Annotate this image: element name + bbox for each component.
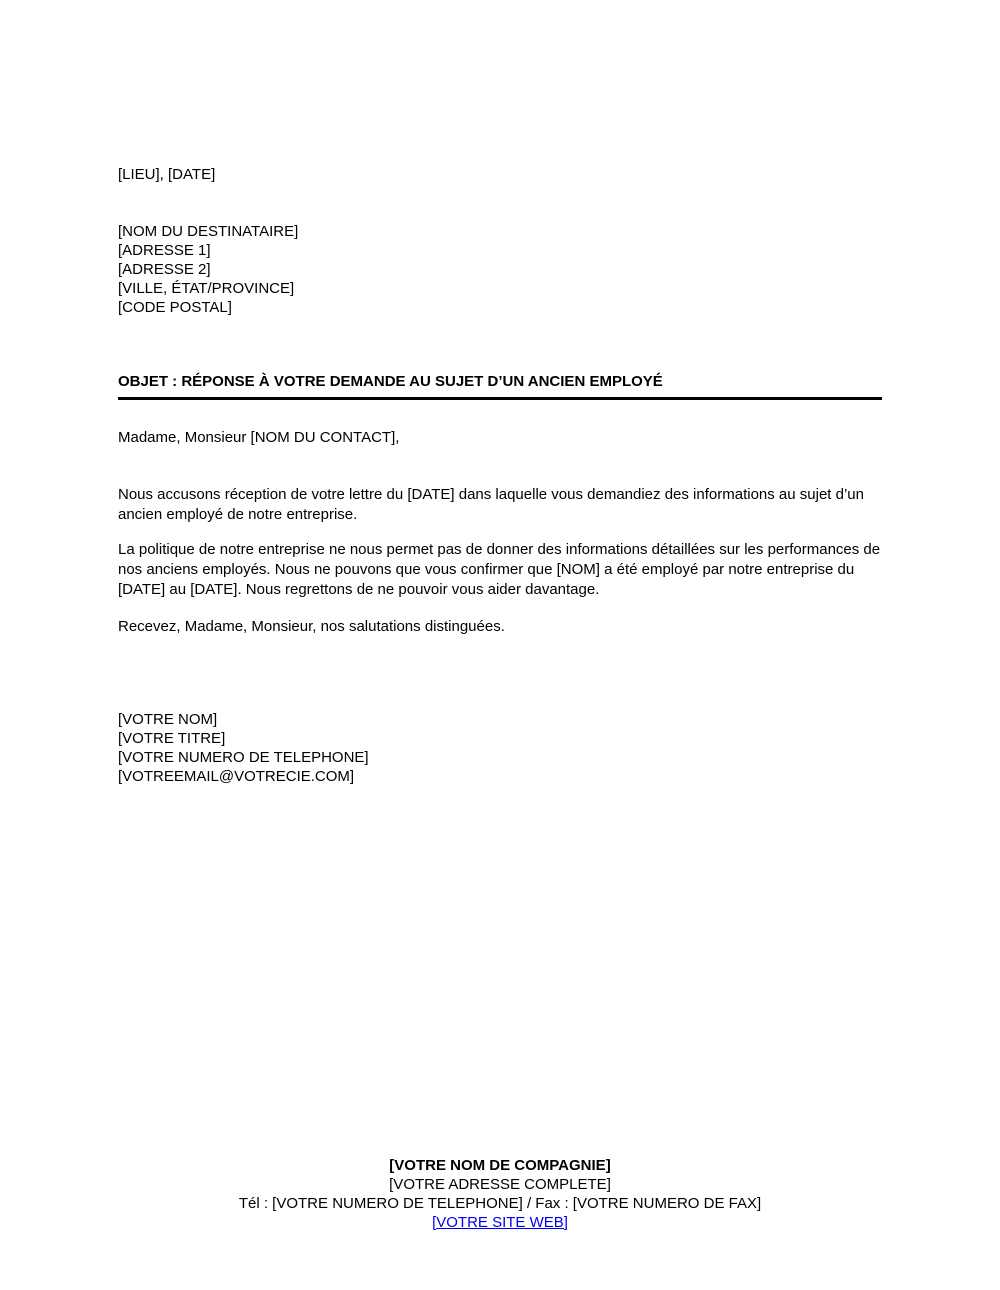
location-date-line: [LIEU], [DATE] xyxy=(118,166,216,183)
recipient-address-2: [ADRESSE 2] xyxy=(118,261,211,278)
signature-phone: [VOTRE NUMERO DE TELEPHONE] xyxy=(118,749,369,766)
footer-tel-fax-line: Tél : [VOTRE NUMERO DE TELEPHONE] / Fax : [VOTRE NUMERO DE FAX] xyxy=(238,1195,762,1212)
body-paragraph-1: Nous accusons réception de votre lettre du [DATE] dans laquelle vous demandiez des informations au sujet d’un ancien employé de notre entreprise. xyxy=(118,486,864,523)
footer-block xyxy=(0,1156,1000,1232)
subject-line: OBJET : RÉPONSE À VOTRE DEMANDE AU SUJET D’UN ANCIEN EMPLOYÉ xyxy=(118,373,663,390)
recipient-city-state-province: [VILLE, ÉTAT/PROVINCE] xyxy=(118,280,295,297)
salutation-line: Madame, Monsieur [NOM DU CONTACT], xyxy=(118,429,400,446)
footer-company-address: [VOTRE ADRESSE COMPLETE] xyxy=(389,1176,611,1193)
recipient-name: [NOM DU DESTINATAIRE] xyxy=(118,223,299,240)
signature-title: [VOTRE TITRE] xyxy=(118,730,226,747)
footer-company-name: [VOTRE NOM DE COMPAGNIE] xyxy=(389,1157,611,1174)
recipient-postal-code: [CODE POSTAL] xyxy=(118,299,232,316)
body-paragraph-2: La politique de notre entreprise ne nous permet pas de donner des informations détaillées sur les performances de nos anciens employés. Nous ne pouvons que vous confirmer que [NOM] a été employé par notre entreprise du [DATE] au [DATE]. Nous regrettons de ne pouvoir vous aider davantage. xyxy=(118,541,881,598)
recipient-address-block xyxy=(118,222,298,317)
recipient-address-1: [ADRESSE 1] xyxy=(118,242,211,259)
signature-email: [VOTREEMAIL@VOTRECIE.COM] xyxy=(118,768,355,785)
footer-website-link[interactable]: [VOTRE SITE WEB] xyxy=(432,1214,568,1231)
signature-name: [VOTRE NOM] xyxy=(118,711,218,728)
closing-line: Recevez, Madame, Monsieur, nos salutations distinguées. xyxy=(118,618,505,635)
signature-block xyxy=(118,710,369,786)
subject-divider-rule xyxy=(118,397,882,400)
